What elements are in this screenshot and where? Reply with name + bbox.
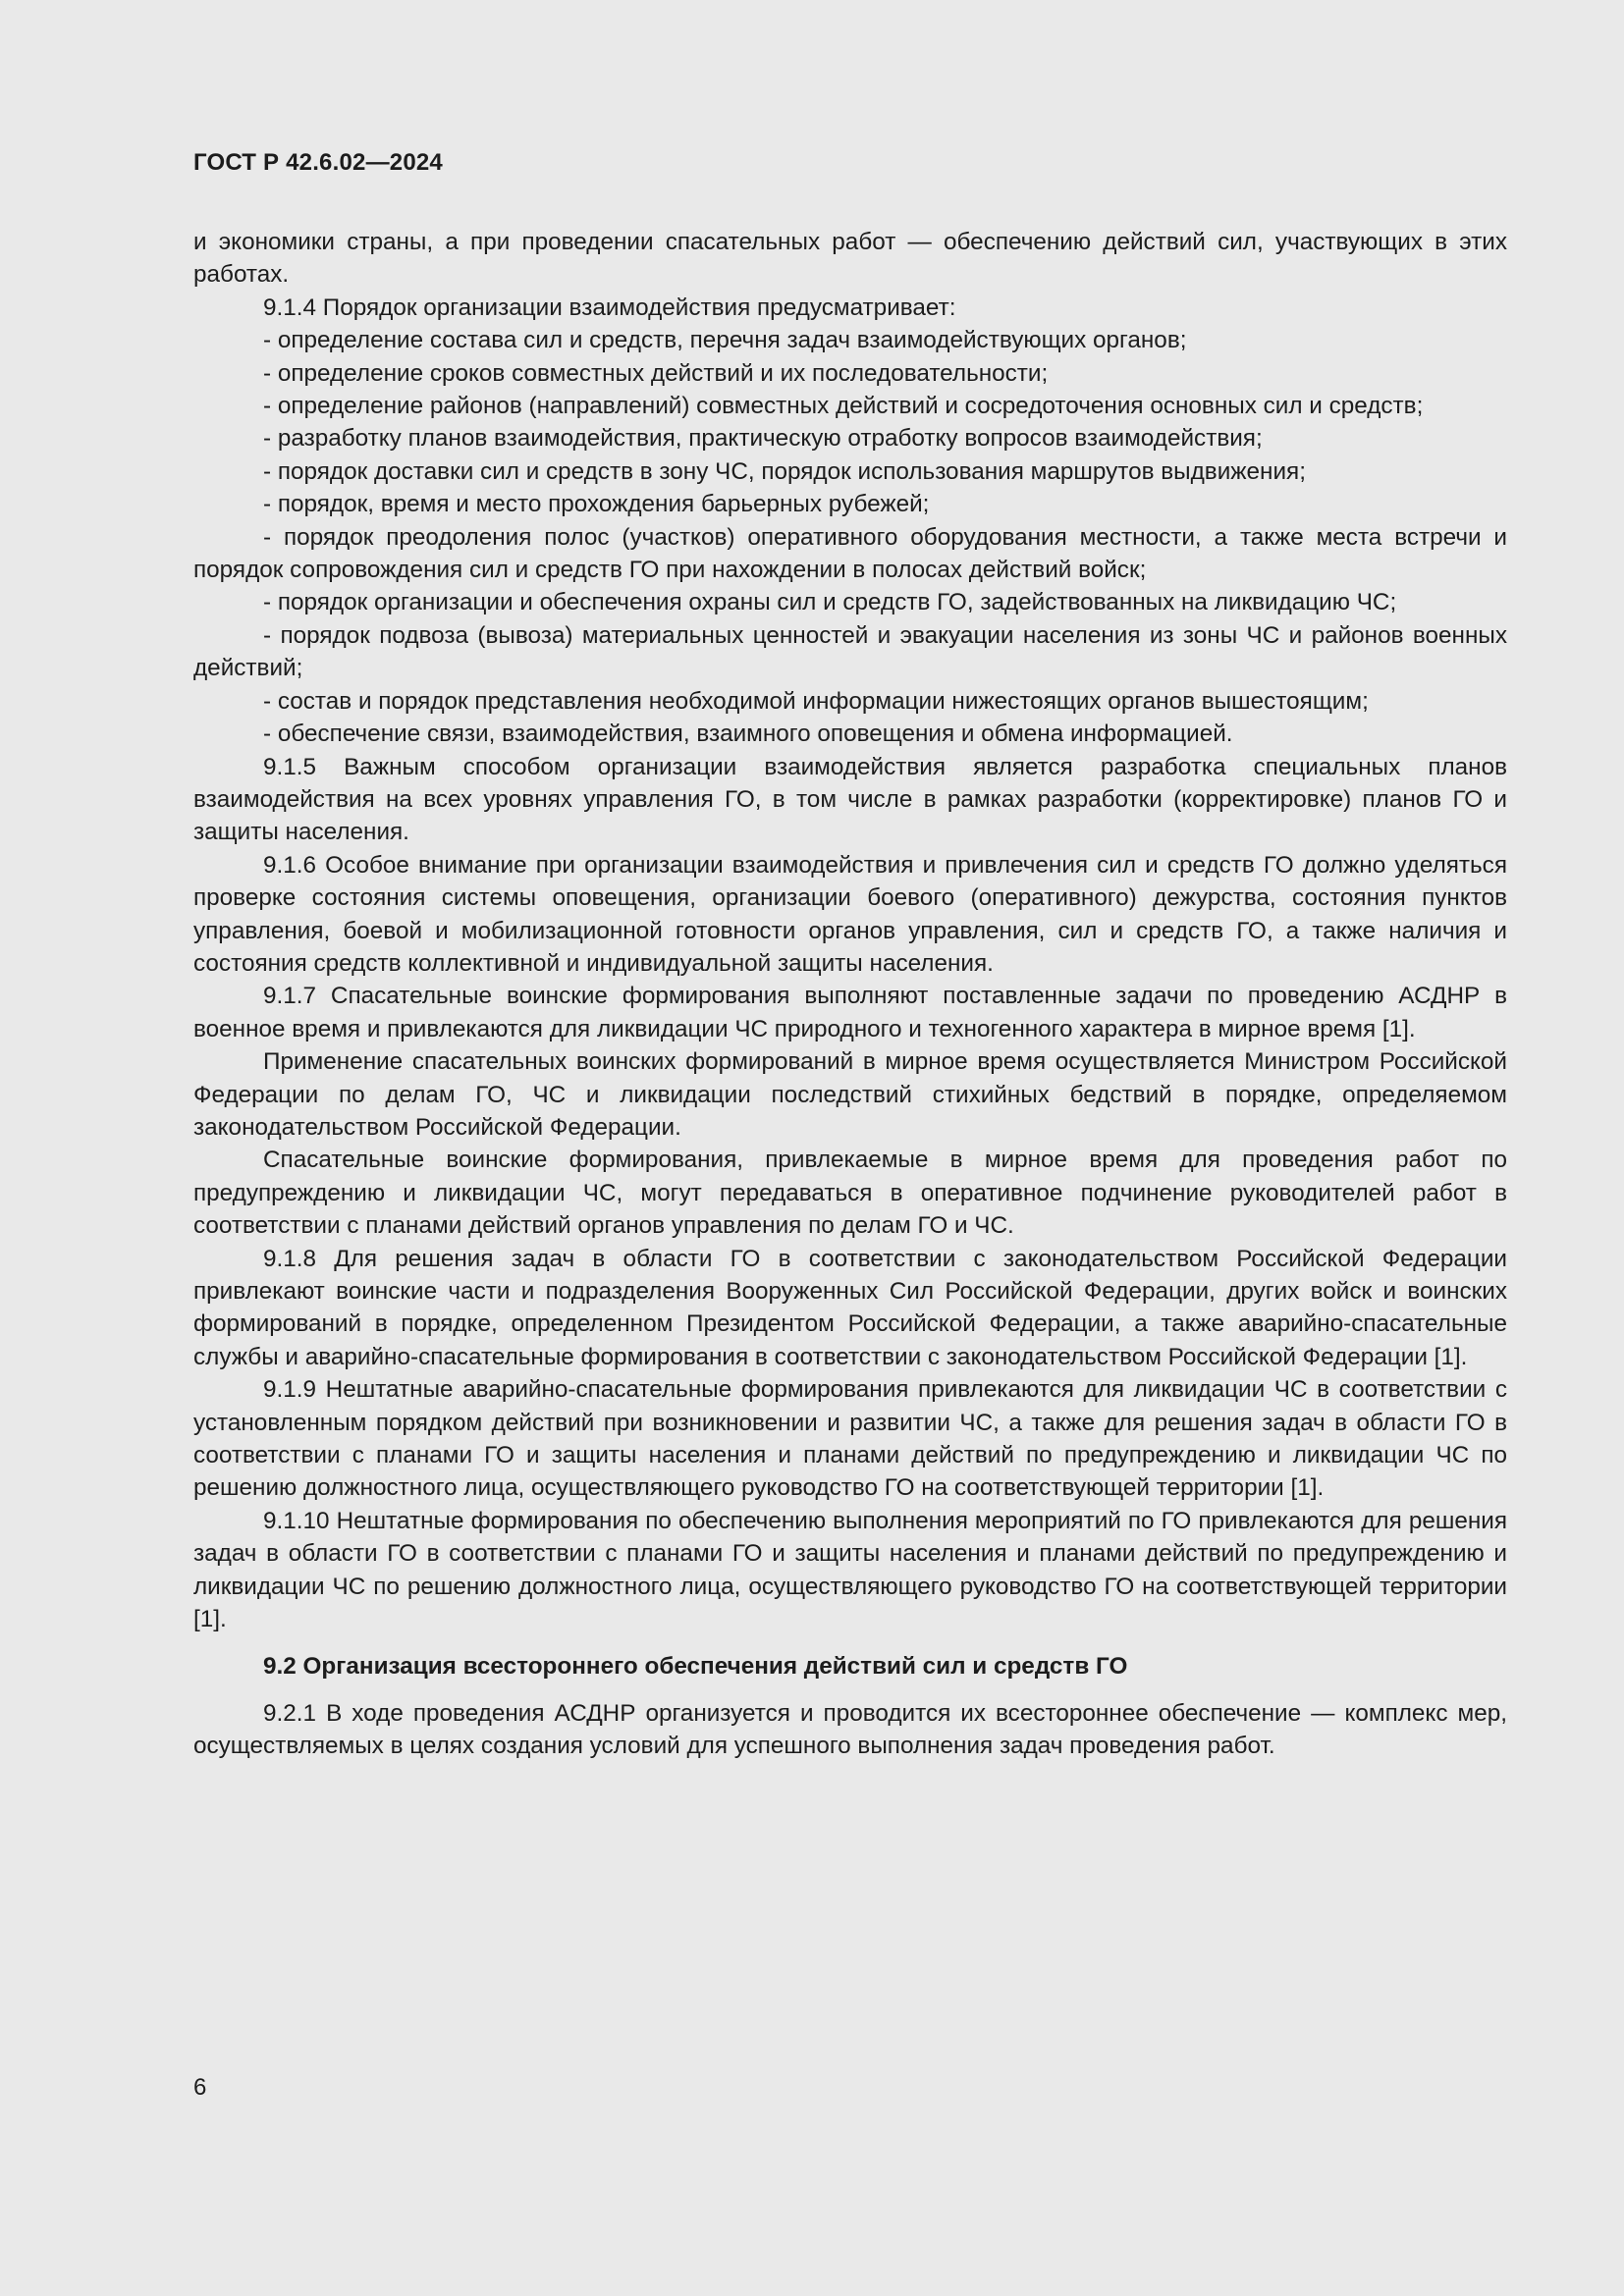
paragraph: 9.1.5 Важным способом организации взаимодействия является разработка специальных планов взаимодействия на всех уровнях управления ГО, в том числе в рамках разработки (корректировке) планов ГО и защиты населения. [193,753,1507,846]
paragraph: 9.1.9 Нештатные аварийно-спасательные формирования привлекаются для ликвидации ЧС в соответствии с установленным порядком действий при возникновении и развитии ЧС, а также для решения задач в области ГО в соответствии с планами ГО и защиты населения и планами действий по предупреждению и ликвидации ЧС по решению должностного лица, осуществляющего руководство ГО на соответствующей территории [1]. [193,1376,1507,1502]
paragraph: 9.1.8 Для решения задач в области ГО в соответствии с законодательством Российской Федерации привлекают воинские части и подразделения Вооруженных Сил Российской Федерации, других войск и воинских формирований в порядке, определенном Президентом Российской Федерации, а также аварийно-спасательные службы и аварийно-спасательные формирования в соответствии с законодательством Российской Федерации [1]. [193,1245,1507,1370]
paragraph: 9.1.7 Спасательные воинские формирования выполняют поставленные задачи по проведению АСДНР в военное время и привлекаются для ликвидации ЧС природного и техногенного характера в мирное время [1]. [193,983,1507,1042]
paragraph: - разработку планов взаимодействия, практическую отработку вопросов взаимодействия; [263,425,1263,453]
paragraph: - порядок доставки сил и средств в зону ЧС, порядок использования маршрутов выдвижения; [263,457,1306,485]
paragraph: - порядок, время и место прохождения барьерных рубежей; [263,491,930,518]
paragraph: 9.1.10 Нештатные формирования по обеспечению выполнения мероприятий по ГО привлекаются для решения задач в области ГО в соответствии с планами ГО и защиты населения и планами действий по предупреждению и ликвидации ЧС по решению должностного лица, осуществляющего руководство ГО на соответствующей территории [1]. [193,1507,1507,1633]
page-number: 6 [193,2074,207,2101]
paragraph: и экономики страны, а при проведении спасательных работ — обеспечению действий сил, участвующих в этих работах. [193,229,1507,289]
paragraph: - порядок подвоза (вывоза) материальных ценностей и эвакуации населения из зоны ЧС и районов военных действий; [193,621,1507,682]
paragraph-group-after-heading [193,1697,1507,1763]
paragraph: - обеспечение связи, взаимодействия, взаимного оповещения и обмена информацией. [263,721,1233,748]
document-body [193,226,1507,1763]
paragraph-group-before-heading [193,226,1507,1635]
paragraph: Спасательные воинские формирования, привлекаемые в мирное время для проведения работ по предупреждению и ликвидации ЧС, могут передаваться в оперативное подчинение руководителей работ в соответствии с планами действий органов управления по делам ГО и ЧС. [193,1147,1507,1240]
paragraph: Применение спасательных воинских формирований в мирное время осуществляется Министром Российской Федерации по делам ГО, ЧС и ликвидации последствий стихийных бедствий в порядке, определяемом законодательством Российской Федерации. [193,1048,1507,1141]
paragraph: 9.1.6 Особое внимание при организации взаимодействия и привлечения сил и средств ГО должно уделяться проверке состояния системы оповещения, организации боевого (оперативного) дежурства, состояния пунктов управления, боевой и мобилизационной готовности органов управления, сил и средств ГО, а также наличия и состояния средств коллективной и индивидуальной защиты населения. [193,851,1507,977]
section-heading: 9.2 Организация всестороннего обеспечения действий сил и средств ГО [263,1653,1128,1681]
paragraph: 9.1.4 Порядок организации взаимодействия предусматривает: [263,294,956,321]
paragraph: - порядок преодоления полос (участков) оперативного оборудования местности, а также места встречи и порядок сопровождения сил и средств ГО при нахождении в полосах действий войск; [193,523,1507,584]
document-code-header: ГОСТ Р 42.6.02—2024 [193,149,443,176]
paragraph: - определение сроков совместных действий и их последовательности; [263,359,1049,387]
paragraph: - состав и порядок представления необходимой информации нижестоящих органов вышестоящим; [263,687,1369,715]
paragraph: - порядок организации и обеспечения охраны сил и средств ГО, задействованных на ликвидацию ЧС; [263,589,1397,616]
paragraph: - определение районов (направлений) совместных действий и сосредоточения основных сил и средств; [263,393,1424,420]
paragraph: 9.2.1 В ходе проведения АСДНР организуется и проводится их всестороннее обеспечение — комплекс мер, осуществляемых в целях создания условий для успешного выполнения задач проведения работ. [193,1699,1507,1760]
paragraph: - определение состава сил и средств, перечня задач взаимодействующих органов; [263,327,1187,354]
